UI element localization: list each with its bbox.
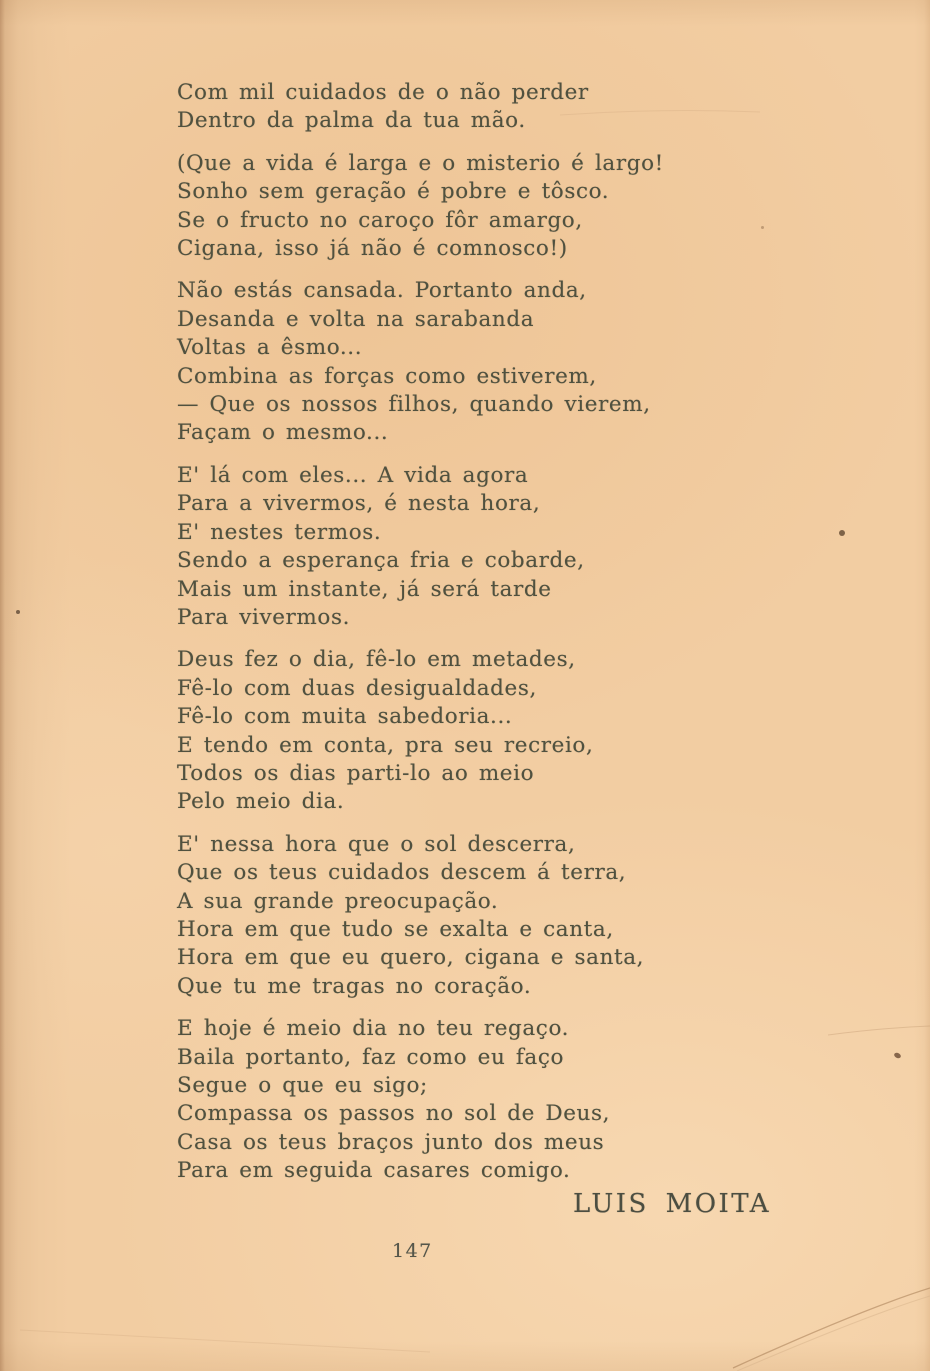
poem-stanza <box>177 277 797 447</box>
paper-speck <box>893 1052 901 1059</box>
poem-line: Baila portanto, faz como eu faço <box>177 1044 565 1070</box>
poem-line: E' lá com eles... A vida agora <box>177 462 529 488</box>
poem-line: — Que os nossos filhos, quando vierem, <box>177 392 651 418</box>
poem-line: Dentro da palma da tua mão. <box>177 108 526 134</box>
poem-line: Sendo a esperança fria e cobarde, <box>177 548 585 574</box>
poem-line: Fê-lo com muita sabedoria... <box>177 704 513 730</box>
poem-line: Sonho sem geração é pobre e tôsco. <box>177 179 610 205</box>
poem-line: E' nestes termos. <box>177 519 382 545</box>
poem-line: Hora em que tudo se exalta e canta, <box>177 916 614 942</box>
poem-line: Voltas a êsmo... <box>177 335 363 361</box>
poem-line: Não estás cansada. Portanto anda, <box>177 278 587 304</box>
page-number: 147 <box>392 1240 433 1262</box>
poem-stanza <box>177 79 797 136</box>
poem-stanza <box>177 1015 797 1185</box>
poem-line: Desanda e volta na sarabanda <box>177 306 535 332</box>
poem-line: Casa os teus braços junto dos meus <box>177 1129 605 1155</box>
poem-line: Deus fez o dia, fê-lo em metades, <box>177 647 576 673</box>
poem-line: Compassa os passos no sol de Deus, <box>177 1101 611 1127</box>
poem-line: Combina as forças como estiverem, <box>177 363 597 389</box>
poem-line: Que os teus cuidados descem á terra, <box>177 860 627 886</box>
poem-line: Hora em que eu quero, cigana e santa, <box>177 945 645 971</box>
poem-line: Que tu me tragas no coração. <box>177 973 532 999</box>
poem-line: (Que a vida é larga e o misterio é largo! <box>177 150 664 176</box>
paper-speck <box>839 530 845 536</box>
poem-line: E hoje é meio dia no teu regaço. <box>177 1016 570 1042</box>
poem-line: Façam o mesmo... <box>177 420 389 446</box>
poem-line: Para a vivermos, é nesta hora, <box>177 491 541 517</box>
poem-line: E tendo em conta, pra seu recreio, <box>177 732 594 758</box>
paper-speck <box>16 610 20 614</box>
poem-stanza <box>177 462 797 632</box>
poem-line: A sua grande preocupação. <box>177 888 499 914</box>
poem-line: Com mil cuidados de o não perder <box>177 80 589 105</box>
paper-speck <box>761 226 764 229</box>
poem-line: Pelo meio dia. <box>177 789 345 815</box>
poem-line: Mais um instante, já será tarde <box>177 576 552 602</box>
poem <box>177 79 797 1200</box>
poem-stanza <box>177 646 797 816</box>
poem-line: Se o fructo no caroço fôr amargo, <box>177 207 583 233</box>
poem-line: Cigana, isso já não é comnosco!) <box>177 236 568 262</box>
poem-line: E' nessa hora que o sol descerra, <box>177 831 576 857</box>
poem-line: Para vivermos. <box>177 604 351 630</box>
author-signature: LUIS MOITA <box>572 1189 771 1219</box>
poem-line: Para em seguida casares comigo. <box>177 1158 571 1184</box>
poem-stanza <box>177 150 797 264</box>
poem-stanza <box>177 831 797 1001</box>
poem-line: Fê-lo com duas desigualdades, <box>177 675 537 701</box>
poem-line: Segue o que eu sigo; <box>177 1073 428 1098</box>
poem-line: Todos os dias parti-lo ao meio <box>177 760 535 786</box>
